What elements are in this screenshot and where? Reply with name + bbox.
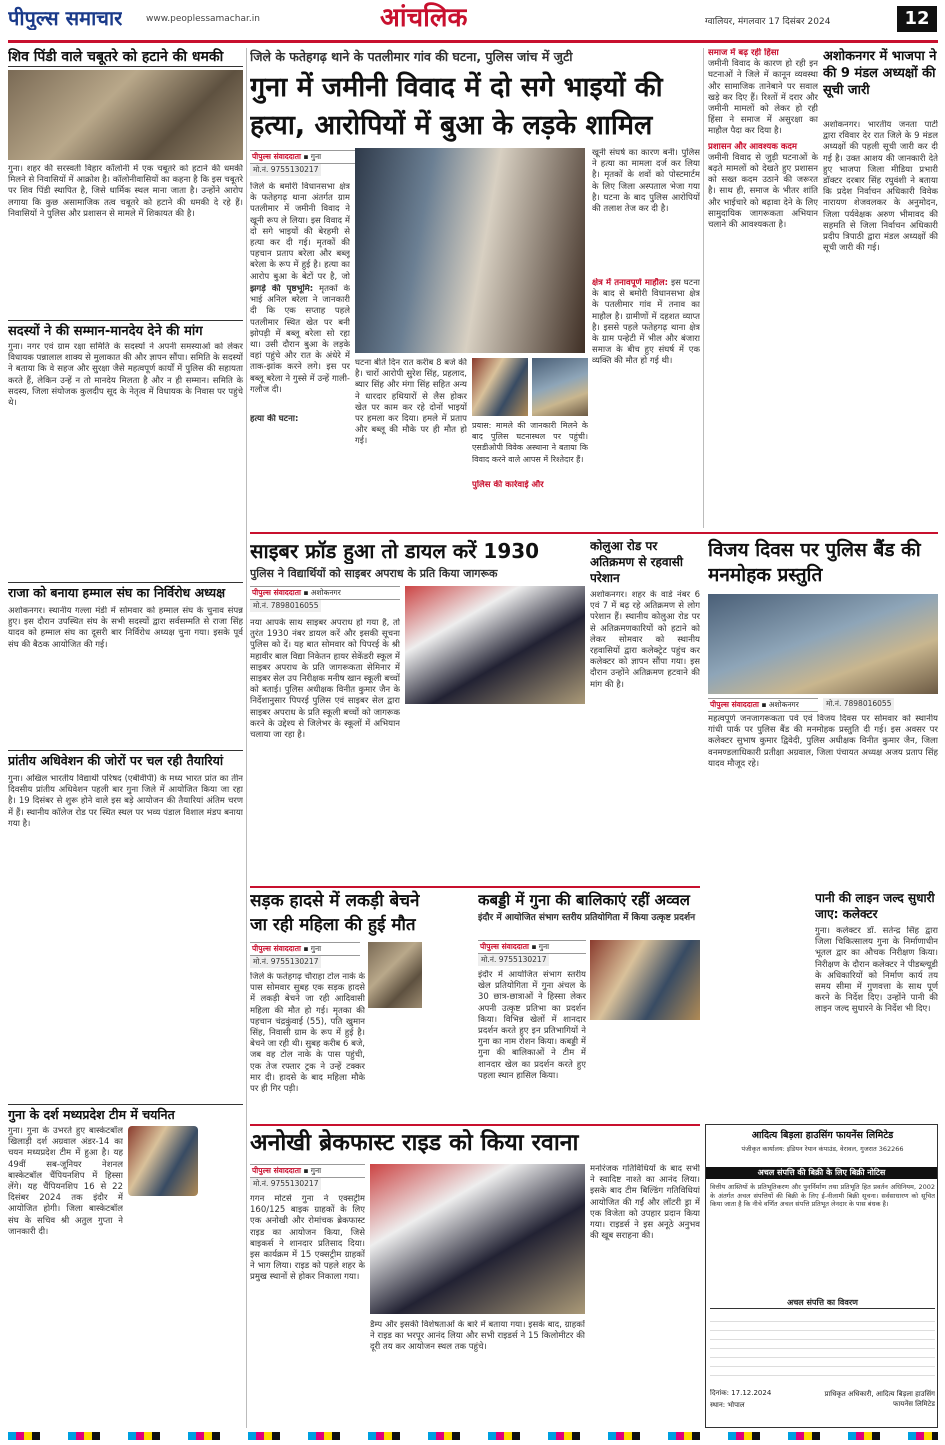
- top-subhead4: क्षेत्र में तनावपूर्ण माहौल:: [592, 278, 669, 288]
- vijay-byline: पीपुल्स संवाददाता ▪ अशोकनगर: [708, 698, 818, 712]
- box-subhead2: प्रशासन और आवश्यक कदम: [708, 141, 797, 152]
- top-subhead2: हत्या की घटना:: [250, 414, 299, 424]
- kabaddi-story: [478, 890, 700, 1120]
- box-body1: जमीनी विवाद के कारण हो रही इन घटनाओं ने जिले में कानून व्यवस्था और सामाजिक तानेबाने पर सवाल खड़े कर दिए हैं। रिश्तों में दरार और जमीनी मामलों को लेकर हो रही हिंसा ने समाज में असुरक्षा का माहौल पैदा कर दिया है।: [708, 59, 818, 137]
- player-photo: [128, 1126, 198, 1196]
- story2-body: गुना। नगर एवं ग्राम रक्षा समिति के सदस्यों ने अपनी समस्याओं को लेकर विधायक पन्नालाल शाक्य से मुलाकात की और ज्ञापन सौंपा। समिति के सदस्यों ने बताया कि वे सहज और सुरक्षा जैसे महत्वपूर्ण कार्यों में पुलिस की सहायता करते हैं, लेकिन उन्हें न तो मानदेय मिलता है और न ही सम्मान। समिति के सदस्य, जिला संयोजक कुलदीप सूद के नेतृत्व में विधायक के निवास पर पहुंचे थे।: [8, 342, 243, 409]
- top-byline: पीपुल्स संवाददाता ▪ गुना: [250, 150, 395, 164]
- byline-source: पीपुल्स संवाददाता: [252, 944, 301, 953]
- ad-date: दिनांक: 17.12.2024: [710, 1389, 772, 1397]
- sadak-byline: पीपुल्स संवाददाता ▪ गुना: [250, 942, 360, 956]
- section-rule-1: [250, 532, 938, 534]
- sadak-headline-line2: जा रही महिला की हुई मौत: [250, 915, 416, 935]
- ad-title: आदित्य बिड़ला हाउसिंग फायनेंस लिमिटेड: [751, 1130, 894, 1141]
- breakfast-body2: डैम्प और इसकी विशेषताओं के बारे में बताया गया। इसके बाद, ग्राहकों ने राइड का भरपूर आनंद लिया और सभी राइडर्स ने 15 किलोमीटर की दूरी तय कर आयोजन स्थल तक पहुंचे।: [370, 1320, 585, 1353]
- vijay-body: महत्वपूर्ण जनजागरूकता पर्व एवं विजय दिवस पर सोमवार को स्थानीय गांधी पार्क पर पुलिस बैंड की मनमोहक प्रस्तुति दी गई। इस अवसर पर कलेक्टर सुभाष कुमार द्विवेदी, पुलिस अधीक्षक विनीत कुमार जैन, जिला वनमण्डलाधिकारी प्रतीक्षा अग्रवाल, जिला पंचायत अध्यक्ष अजय प्रताप सिंह यादव मौजूद रहे।: [708, 714, 938, 769]
- breakfast-body1: गगन मोटर्स गुना ने एक्सट्रीम 160/125 बाइक ग्राहकों के लिए एक अनोखी और रोमांचक ब्रेकफास्ट राइड का आयोजन किया, जिसे बाइकर्स ने शानदार प्रतिसाद दिया। इस कार्यक्रम में 15 एक्सट्रीम ग्राहकों ने भाग लिया। राइड को पहले शहर के प्रमुख स्थानों से होकर निकाला गया।: [250, 1194, 365, 1283]
- masthead-rule: [8, 40, 938, 43]
- vijay-story: [708, 538, 938, 883]
- story4-body: गुना। अखिल भारतीय विद्यार्थी परिषद (एबीवीपी) के मध्य भारत प्रांत का तीन दिवसीय प्रांतीय अधिवेशन पहली बार गुना जिले में आयोजित किया जा रहा है। 19 दिसंबर से शुरू होने वाले इस बड़े आयोजन की तैयारियां अंतिम चरण में हैं। स्थानीय कॉलेज रोड पर स्थित स्थल पर भव्य पंडाल विशाल मंडप बनाया गया है।: [8, 774, 243, 829]
- byline-city: गुना: [538, 942, 550, 951]
- story5-body: गुना। गुना के उभरते हुए बास्केटबॉल खिलाड़ी दर्श अग्रवाल अंडर-14 का चयन मध्यप्रदेश टीम में हुआ है। यह 49वीं सब-जूनियर नेशनल बास्केटबॉल चैंपियनशिप में हिस्सा लेंगे। यह चैंपियनशिप 16 से 22 दिसंबर 2024 तक इंदौर में आयोजित होगी। जिला बास्केटबॉल संघ के सचिव श्री अतुल गुप्ता ने जानकारी दी।: [8, 1126, 123, 1237]
- cyber-headline: साइबर फ्रॉड हुआ तो डायल करें 1930: [250, 539, 540, 563]
- byline-source: पीपुल्स संवाददाता: [252, 152, 301, 161]
- ad-signatory: प्राधिकृत अधिकारी, आदित्य बिड़ला हाउसिंग फायनेंस लिमिटेड: [824, 1390, 935, 1408]
- top-subhead3: पुलिस की कार्रवाई और: [472, 480, 544, 490]
- photo-caption: प्रयास: मामले की जानकारी मिलने के बाद पुलिस घटनास्थल पर पहुंची। एसडीओपी विवेक अस्थाना ने बताया कि विवाद करने वाले आपस में रिश्तेदार हैं।: [472, 421, 588, 464]
- ad-notice-body: वित्तीय आस्तियों के प्रतिभूतिकरण और पुनर्निर्माण तथा प्रतिभूति हित प्रवर्तन अधिनियम, 2002 के अंतर्गत अचल संपत्तियों की बिक्री के लिए ई-नीलामी बिक्री सूचना। सर्वसाधारण को सूचित किया जाता है कि नीचे वर्णित अचल संपत्ति प्रतिभूत लेनदार के पास बंधक है।: [710, 1183, 935, 1208]
- top-subhead1: झगड़े की पृष्ठभूमि:: [250, 284, 314, 294]
- breakfast-headline: अनोखी ब्रेकफास्ट राइड को किया रवाना: [250, 1130, 579, 1156]
- byline-source: पीपुल्स संवाददाता: [252, 588, 301, 597]
- housing-finance-ad[interactable]: [705, 1124, 938, 1428]
- police-photo: [355, 148, 585, 353]
- top-body1: जिले के बमोरी विधानसभा क्षेत्र के फतेहगढ़ थाना अंतर्गत ग्राम पतलीमार में जमीनी विवाद ने खूनी रूप ले लिया। इस विवाद में दो सगे भाइयों की बेरहमी से हत्या कर दी गई। मृतकों की पहचान प्रताप बरेला और बब्लू बरेला के रूप में हुई है। हत्या का आरोप बुआ के बेटों पर है, जो: [250, 182, 350, 282]
- section-rule-3: [250, 1124, 700, 1126]
- masthead: [0, 0, 945, 42]
- box-body2: जमीनी विवाद से जुड़ी घटनाओं के बढ़ते मामलों को देखते हुए प्रशासन को सख्त कदम उठाने की जरूरत है। साथ ही, समाज के भीतर शांति और भाईचारे को बढ़ावा देने के लिए सामुदायिक जागरूकता अभियान चलाने की आवश्यकता है।: [708, 152, 818, 231]
- victim-woman-photo: [368, 942, 422, 1008]
- ad-place: स्थान: भोपाल: [710, 1401, 745, 1409]
- victim2-photo: [532, 358, 588, 416]
- sadak-story: [250, 890, 470, 1120]
- story1-body: गुना। शहर की सरस्वती विहार कॉलोनी में एक चबूतरे को हटाने की धमकी मिलने से निवासियों में आक्रोश है। कॉलोनीवासियों का कहना है कि इस चबूतरे पर शिव पिंडी स्थापित है, जिसे धार्मिक स्थल माना जाता है। उन्होंने आरोप लगाया कि कुछ असामाजिक तत्व चबूतरे को हटाने की धमकी दे रहे हैं। निवासियों ने पुलिस और प्रशासन से मामले में शिकायत की है।: [8, 164, 243, 219]
- top-headline-line1: गुना में जमीनी विवाद में दो सगे भाइयों की: [250, 72, 663, 103]
- top-story: [250, 48, 700, 528]
- story3-headline: राजा को बनाया हम्माल संघ का निर्विरोध अध्यक्ष: [8, 582, 243, 601]
- cyber-body: नया आपके साथ साइबर अपराध हो गया है, तो तुरंत 1930 नंबर डायल करें और इसकी सूचना पुलिस को दें। यह बात सोमवार को पिपरई के श्री महावीर बाल विद्या निकेतन हायर सेकेंडरी स्कूल में साइबर अपराध के प्रति जागरूकता सेमिनार में साइबर सेल उप निरीक्षक मनीष खान स्कूली बच्चों को बताई। पुलिस अधीक्षक विनीत कुमार जैन के निर्देशानुसार पिपरई पुलिस एवं साइबर सेल द्वारा साइबर अपराध के प्रति स्कूली बच्चों को जागरूक करने के उद्देश्य से जिलेभर के स्कूलों में अभियान चलाया जा रहा है।: [250, 618, 400, 741]
- paani-body: गुना। कलेक्टर डॉ. सतेन्द्र सिंह द्वारा जिला चिकित्सालय गुना के निर्माणाधीन भूतल द्वार का औचक निरीक्षण किया। निरीक्षण के दौरान कलेक्टर ने पीडब्ल्यूडी के अधिकारियों को निर्माण कार्य तय समय सीमा में गुणवत्ता के साथ पूर्ण करने के निर्देश दिए। उन्होंने पानी की लाइन जल्द सुधारने के निर्देश भी दिए।: [815, 926, 938, 1015]
- victim1-photo: [472, 358, 528, 416]
- top-subhead4-wrap: [592, 278, 700, 478]
- kabaddi-headline: कबड्डी में गुना की बालिकाएं रहीं अव्वल: [478, 891, 690, 909]
- cyber-photo: [405, 586, 585, 704]
- ad-schedule-heading: अचल संपत्ति का विवरण: [710, 1297, 935, 1309]
- byline-city: गुना: [310, 152, 322, 161]
- story3-body: अशोकनगर। स्थानीय गल्ला मंडी में सोमवार को हम्माल संघ के चुनाव संपन्न हुए। इस दौरान उपस्थित संघ के सभी सदस्यों द्वारा सर्वसम्मति से राजा सिंह यादव को हम्माल संघ का दूसरी बार निर्विरोध अध्यक्ष चुना गया। इसके पूर्व संघ की बैठक आयोजित की गई।: [8, 606, 243, 650]
- ad-schedule-table: [710, 1313, 935, 1383]
- breakfast-body3: मनोरंजक गतिविधियों के बाद सभी ने स्वादिष्ट नाश्ते का आनंद लिया। इसके बाद टीम बिल्डिंग गतिविधियां आयोजित की गईं और लॉटरी ड्रा में एक विजेता को उपहार प्रदान किया गया। राइडर्स ने इस अनूठे अनुभव की खूब सराहना की।: [590, 1164, 700, 1242]
- kabaddi-byline: पीपुल्स संवाददाता ▪ गुना: [478, 940, 586, 954]
- byline-source: पीपुल्स संवाददाता: [480, 942, 529, 951]
- ad-address: पंजीकृत कार्यालय: इंडियन रेयान कंपाउंड, वेरावल, गुजरात 362266: [741, 1145, 904, 1153]
- top-body2: मृतकों के भाई अनिल बरेला ने जानकारी दी कि एक सप्ताह पहले पतलीमार स्थित खेत पर बनी झोपड़ी में बब्लू बरेला सो रहा था। उसी दौरान बुआ के लड़के वहां पहुंचे और रात के अंधेरे में ताक-झांक करने लगे। इस पर बब्लू बरेला ने गुस्से में उन्हें गाली-गलौज दी।: [250, 284, 350, 395]
- sadak-headline-line1: सड़क हादसे में लकड़ी बेचने: [250, 891, 420, 911]
- sadak-mobile: मो.नं. 9755130217: [250, 956, 321, 968]
- kabaddi-mobile: मो.नं. 9755130217: [478, 954, 549, 966]
- section-title: आंचलिक: [380, 3, 468, 33]
- sadak-body: जिले के फतेहगढ़ चौराहा टोल नाके के पास सोमवार सुबह एक सड़क हादसे में लकड़ी बेचने जा रही आदिवासी महिला की मौत हो गई। मृतका की पहचान चंद्रकुंवाई (55), पति खुमान सिंह, निवासी ग्राम के रूप में हुई है। बेचने जा रही थी। सुबह करीब 6 बजे, जब वह टोल नाके के पास पहुंची, एक तेज रफ्तार ट्रक ने उन्हें टक्कर मार दी। हादसे के बाद महिला मौके पर ही गिर पड़ी।: [250, 972, 365, 1095]
- cyber-byline: पीपुल्स संवाददाता ▪ अशोकनगर: [250, 586, 400, 600]
- vijay-mobile: मो.नं. 7898016055: [823, 698, 894, 710]
- byline-city: गुना: [310, 944, 322, 953]
- top-body3: घटना बीते दिन रात करीब 8 बजे की है। चारों आरोपी सुरेश सिंह, प्रहलाद, ब्यार सिंह और मंगा सिंह सहित अन्य ने धारदार हथियारों से लैस होकर खेत पर काम कर रहे दोनों भाइयों पर हमला कर दिया। हमले में प्रताप और बब्लू की मौके पर ही मौत हो गई।: [355, 358, 467, 446]
- top-subhead2-wrap: [250, 414, 350, 444]
- paani-headline: पानी की लाइन जल्द सुधारी जाए: कलेक्टर: [815, 891, 935, 921]
- top-kicker: जिले के फतेहगढ़ थाने के पतलीमार गांव की घटना, पुलिस जांच में जुटी: [250, 49, 573, 64]
- story1-headline: शिव पिंडी वाले चबूतरे को हटाने की धमकी: [8, 48, 243, 67]
- story2-headline: सदस्यों ने की सम्मान-मानदेय देने की मांग: [8, 320, 243, 340]
- section-rule-2: [250, 886, 700, 888]
- top-subhead1-wrap: [250, 284, 350, 414]
- breakfast-byline: पीपुल्स संवाददाता ▪ गुना: [250, 1164, 365, 1178]
- kabaddi-subhead: इंदौर में आयोजित संभाग स्तरीय प्रतियोगिता में किया उत्कृष्ट प्रदर्शन: [478, 913, 696, 923]
- ad-notice-heading: अचल संपत्ति की बिक्री के लिए बिक्री नोटिस: [706, 1167, 937, 1179]
- top-body5: इस घटना के बाद से बमोरी विधानसभा क्षेत्र के पतलीमार गांव में तनाव का माहौल है। ग्रामीणों में दहशत व्याप्त है। इससे पहले फतेहगढ़ थाना क्षेत्र के ग्राम पन्हेटी में भील और बंजारा समाज के बीच हुए संघर्ष में एक व्यक्ति की मौत हो गई थी।: [592, 278, 700, 367]
- byline-source: पीपुल्स संवाददाता: [252, 1166, 301, 1175]
- paper-name: पीपुल्स समाचार: [8, 6, 123, 30]
- column-rule-right: [703, 48, 704, 528]
- top-mobile: मो.नं. 9755130217: [250, 164, 321, 176]
- bjp-headline: अशोकनगर में भाजपा ने की 9 मंडल अध्यक्षों की सूची जारी: [823, 49, 937, 98]
- cyber-subhead: पुलिस ने विद्यार्थियों को साइबर अपराध के प्रति किया जागरूक: [250, 567, 498, 580]
- byline-city: गुना: [310, 1166, 322, 1175]
- bjp-body: अशोकनगर। भारतीय जनता पार्टी द्वारा रविवार देर रात जिले के 9 मंडल अध्यक्षों की पहली सूची जारी कर दी गई है। उक्त आशय की जानकारी देते हुए भाजपा जिला मीडिया प्रभारी डॉक्टर दरबार सिंह रघुवंशी ने बताया कि प्रदेश निर्वाचन अधिकारी विवेक नारायण शेजवलकर के अनुमोदन, जिला पर्यवेक्षक अरुण भीमावद की सहमति से जिला निर्वाचन अधिकारी प्रदीप त्रिपाठी द्वारा मंडल अध्यक्षों की सूची जारी की गई।: [823, 120, 938, 254]
- koluaa-story: [590, 538, 700, 883]
- column-rule-left: [246, 48, 247, 1428]
- chabutra-photo: [8, 70, 243, 160]
- byline-city: अशोकनगर: [768, 700, 799, 709]
- top-headline-line2: हत्या, आरोपियों में बुआ के लड़के शामिल: [250, 110, 653, 141]
- kabaddi-photo: [590, 940, 700, 1020]
- band-photo: [708, 594, 938, 694]
- kabaddi-body: इंदौर में आयोजित संभाग स्तरीय खेल प्रतियोगिता में गुना अंचल के 30 छात्र-छात्राओं ने हिस्सा लेकर अपनी उत्कृष्ट प्रतिभा का प्रदर्शन किया। विभिन्न खेलों में शानदार प्रदर्शन करते हुए इन प्रतिभागियों ने गुना का नाम रोशन किया। कबड्डी में गुना की बालिकाओं ने टीम में शानदार खेल का प्रदर्शन करते हुए पहला स्थान हासिल किया।: [478, 970, 586, 1081]
- breakfast-story: [250, 1128, 700, 1428]
- website[interactable]: www.peoplessamachar.in: [146, 14, 260, 24]
- registration-marks: [8, 1432, 938, 1440]
- right-column: [708, 48, 938, 528]
- cyber-story: [250, 538, 585, 883]
- byline-source: पीपुल्स संवाददाता: [710, 700, 759, 709]
- box-story: [708, 48, 818, 388]
- byline-city: अशोकनगर: [310, 588, 341, 597]
- koluaa-body: अशोकनगर। शहर के वार्ड नंबर 6 एवं 7 में बढ़ रहे अतिक्रमण से लोग परेशान हैं। स्थानीय कोलुआ रोड पर से अतिक्रमणकारियों को हटाने को लेकर सोमवार को स्थानीय रहवासियों द्वारा कलेक्ट्रेट पहुंच कर कलेक्टर को ज्ञापन सौंपा गया। इस दौरान उन्होंने अतिक्रमण हटवाने की मांग की है।: [590, 590, 700, 690]
- date-line: ग्वालियर, मंगलवार 17 दिसंबर 2024: [705, 17, 831, 27]
- story4-headline: प्रांतीय अधिवेशन की जोरों पर चल रही तैयारियां: [8, 750, 243, 769]
- ride-photo: [370, 1164, 585, 1314]
- koluaa-headline: कोलुआ रोड पर अतिक्रमण से रहवासी परेशान: [590, 539, 683, 585]
- breakfast-mobile: मो.नं. 9755130217: [250, 1178, 321, 1190]
- vijay-headline: विजय दिवस पर पुलिस बैंड की मनमोहक प्रस्तुति: [708, 539, 921, 586]
- story5-headline: गुना के दर्श मध्यप्रदेश टीम में चयनित: [8, 1104, 243, 1123]
- page-number: 12: [897, 6, 937, 32]
- top-body4: खूनी संघर्ष का कारण बनी। पुलिस ने हत्या का मामला दर्ज कर लिया है। मृतकों के शवों को पोस्टमार्टम के लिए जिला अस्पताल भेजा गया है। घटना के बाद पुलिस आरोपियों की तलाश तेज कर दी है।: [592, 148, 700, 215]
- box-subhead1: समाज में बढ़ रही हिंसा: [708, 48, 779, 58]
- paani-story: [815, 890, 938, 1120]
- left-column: [8, 48, 243, 1428]
- cyber-mobile: मो.नं. 7898016055: [250, 600, 321, 612]
